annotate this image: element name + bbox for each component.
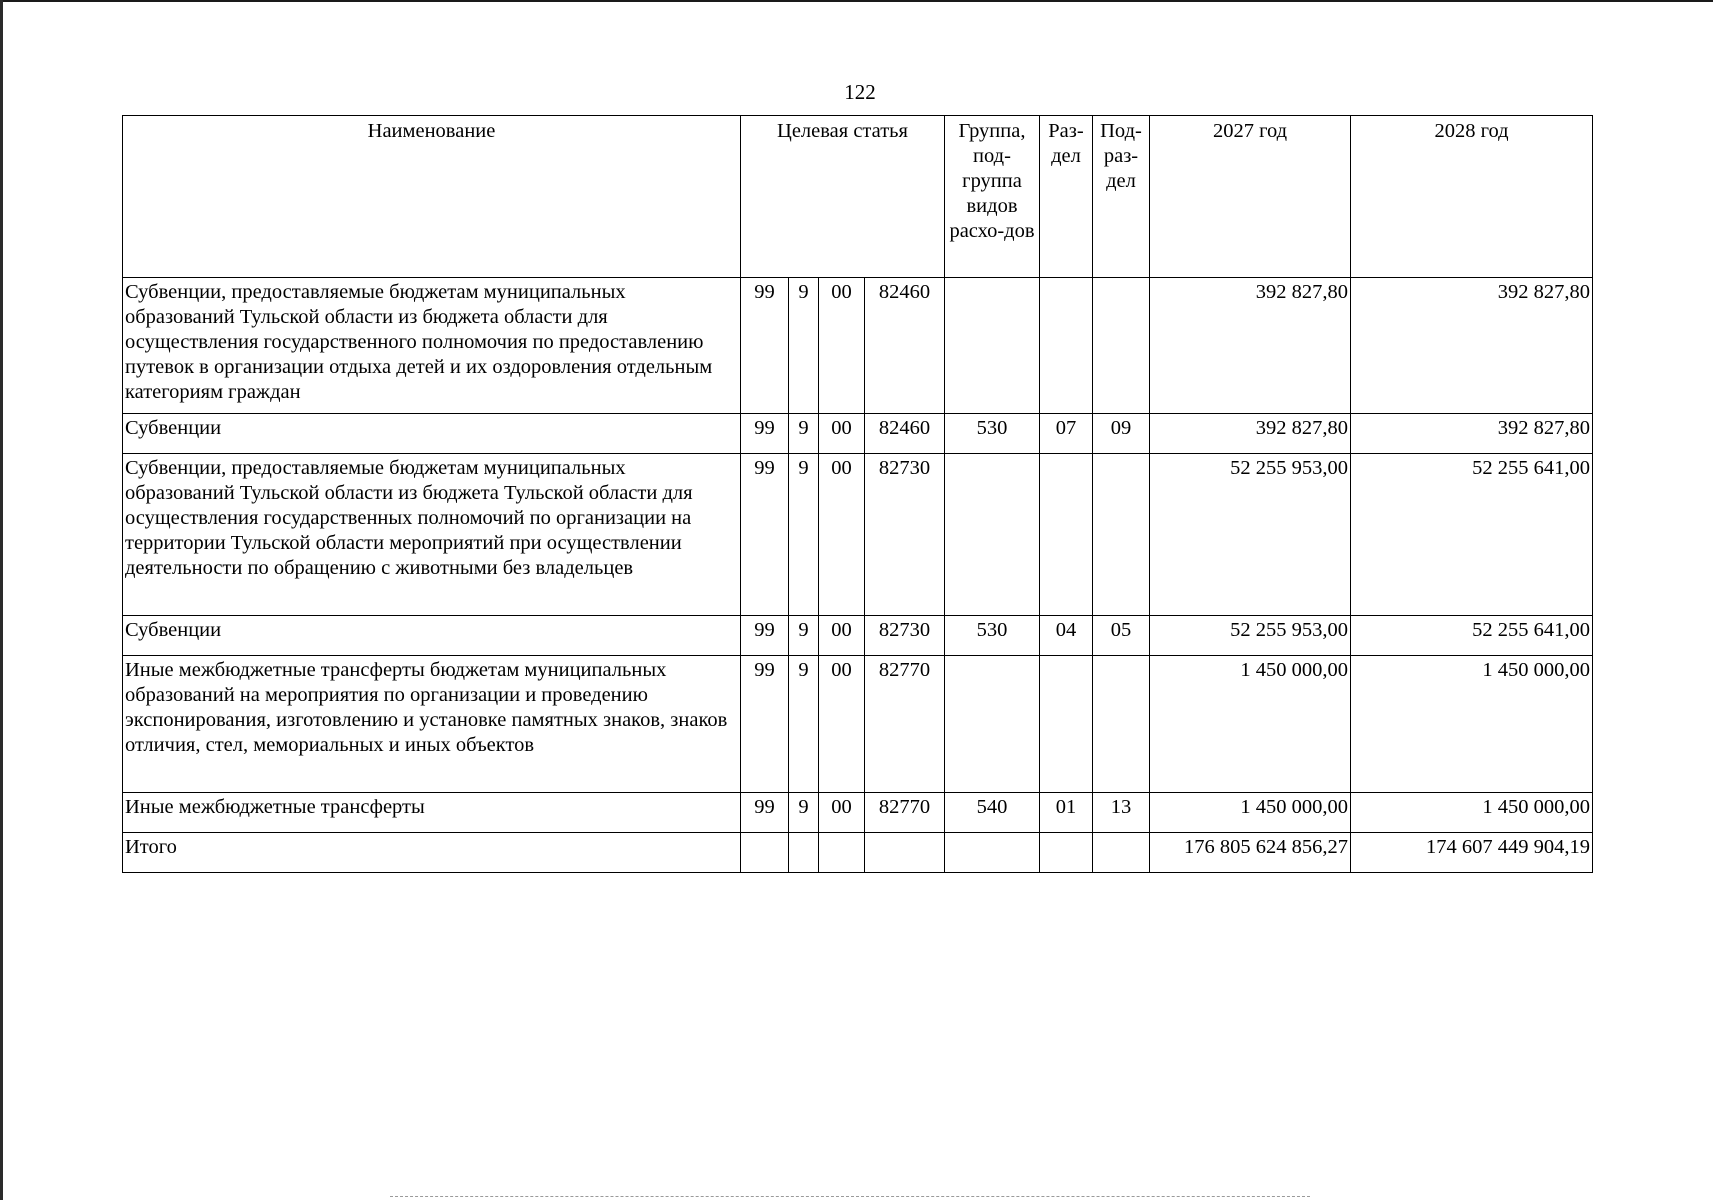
row-code-program [741,833,789,873]
row-amount-2027: 1 450 000,00 [1150,656,1351,793]
row-expense-group: 530 [945,414,1040,454]
row-section [1040,454,1093,616]
row-code-direction: 82730 [865,454,945,616]
table-header-row [123,116,1593,278]
row-code-direction [865,833,945,873]
row-subsection [1093,833,1150,873]
row-code-event: 00 [819,616,865,656]
row-name: Субвенции, предоставляемые бюджетам муниципальных образований Тульской области из бюджета области для осуществления государственного полномочия по предоставлению путевок в организации отдыха детей и их оздоровления отдельным категориям граждан [123,278,741,414]
row-subsection: 05 [1093,616,1150,656]
row-expense-group: 540 [945,793,1040,833]
row-name: Итого [123,833,741,873]
row-code-program: 99 [741,278,789,414]
row-amount-2028: 52 255 641,00 [1351,454,1593,616]
row-code-subprogram: 9 [789,278,819,414]
row-amount-2027: 52 255 953,00 [1150,454,1351,616]
table-row [123,793,1593,833]
table-total-row [123,833,1593,873]
row-amount-2028: 52 255 641,00 [1351,616,1593,656]
header-year-2027: 2027 год [1150,116,1351,278]
scan-bottom-dashes [390,1196,1310,1198]
row-code-event [819,833,865,873]
budget-table [122,115,1593,873]
total-amount-2027: 176 805 624 856,27 [1150,833,1351,873]
row-name: Иные межбюджетные трансферты бюджетам муниципальных образований на мероприятия по организации и проведению экспонирования, изготовлению и установке памятных знаков, знаков отличия, стел, мемориальных и иных объектов [123,656,741,793]
header-name: Наименование [123,116,741,278]
row-name: Субвенции, предоставляемые бюджетам муниципальных образований Тульской области из бюджета Тульской области для осуществления государственных полномочий по организации на территории Тульской области мероприятий при осуществлении деятельности по обращению с животными без владельцев [123,454,741,616]
row-code-subprogram: 9 [789,454,819,616]
row-subsection: 09 [1093,414,1150,454]
page-number: 122 [844,80,876,104]
total-amount-2028: 174 607 449 904,19 [1351,833,1593,873]
header-year-2028: 2028 год [1351,116,1593,278]
row-section: 04 [1040,616,1093,656]
row-code-event: 00 [819,454,865,616]
table-row [123,616,1593,656]
table-row [123,414,1593,454]
row-name: Иные межбюджетные трансферты [123,793,741,833]
row-expense-group [945,454,1040,616]
header-section: Раз-дел [1040,116,1093,278]
row-subsection: 13 [1093,793,1150,833]
scan-edge-top [0,0,1713,2]
row-section [1040,656,1093,793]
row-code-program: 99 [741,454,789,616]
row-name: Субвенции [123,414,741,454]
row-subsection [1093,278,1150,414]
row-code-subprogram: 9 [789,793,819,833]
row-amount-2027: 1 450 000,00 [1150,793,1351,833]
row-code-program: 99 [741,616,789,656]
row-subsection [1093,454,1150,616]
row-amount-2028: 392 827,80 [1351,414,1593,454]
row-expense-group: 530 [945,616,1040,656]
table-row [123,454,1593,616]
row-code-program: 99 [741,793,789,833]
row-code-subprogram: 9 [789,414,819,454]
row-expense-group [945,656,1040,793]
row-code-program: 99 [741,656,789,793]
row-section: 07 [1040,414,1093,454]
row-amount-2027: 52 255 953,00 [1150,616,1351,656]
row-code-program: 99 [741,414,789,454]
header-expense-group: Группа, под-группа видов расхо-дов [945,116,1040,278]
row-code-subprogram [789,833,819,873]
row-subsection [1093,656,1150,793]
row-section [1040,278,1093,414]
row-expense-group [945,278,1040,414]
table-row [123,656,1593,793]
scan-edge-left [0,0,3,1200]
row-code-direction: 82770 [865,793,945,833]
row-section: 01 [1040,793,1093,833]
row-amount-2028: 392 827,80 [1351,278,1593,414]
row-amount-2027: 392 827,80 [1150,414,1351,454]
row-code-subprogram: 9 [789,616,819,656]
header-target-article: Целевая статья [741,116,945,278]
row-code-direction: 82770 [865,656,945,793]
row-code-event: 00 [819,414,865,454]
row-amount-2027: 392 827,80 [1150,278,1351,414]
row-name: Субвенции [123,616,741,656]
row-code-direction: 82460 [865,414,945,454]
row-amount-2028: 1 450 000,00 [1351,793,1593,833]
row-amount-2028: 1 450 000,00 [1351,656,1593,793]
table-row [123,278,1593,414]
row-code-direction: 82460 [865,278,945,414]
row-code-event: 00 [819,793,865,833]
row-code-direction: 82730 [865,616,945,656]
row-expense-group [945,833,1040,873]
row-code-event: 00 [819,278,865,414]
row-code-subprogram: 9 [789,656,819,793]
row-section [1040,833,1093,873]
header-subsection: Под-раз-дел [1093,116,1150,278]
row-code-event: 00 [819,656,865,793]
